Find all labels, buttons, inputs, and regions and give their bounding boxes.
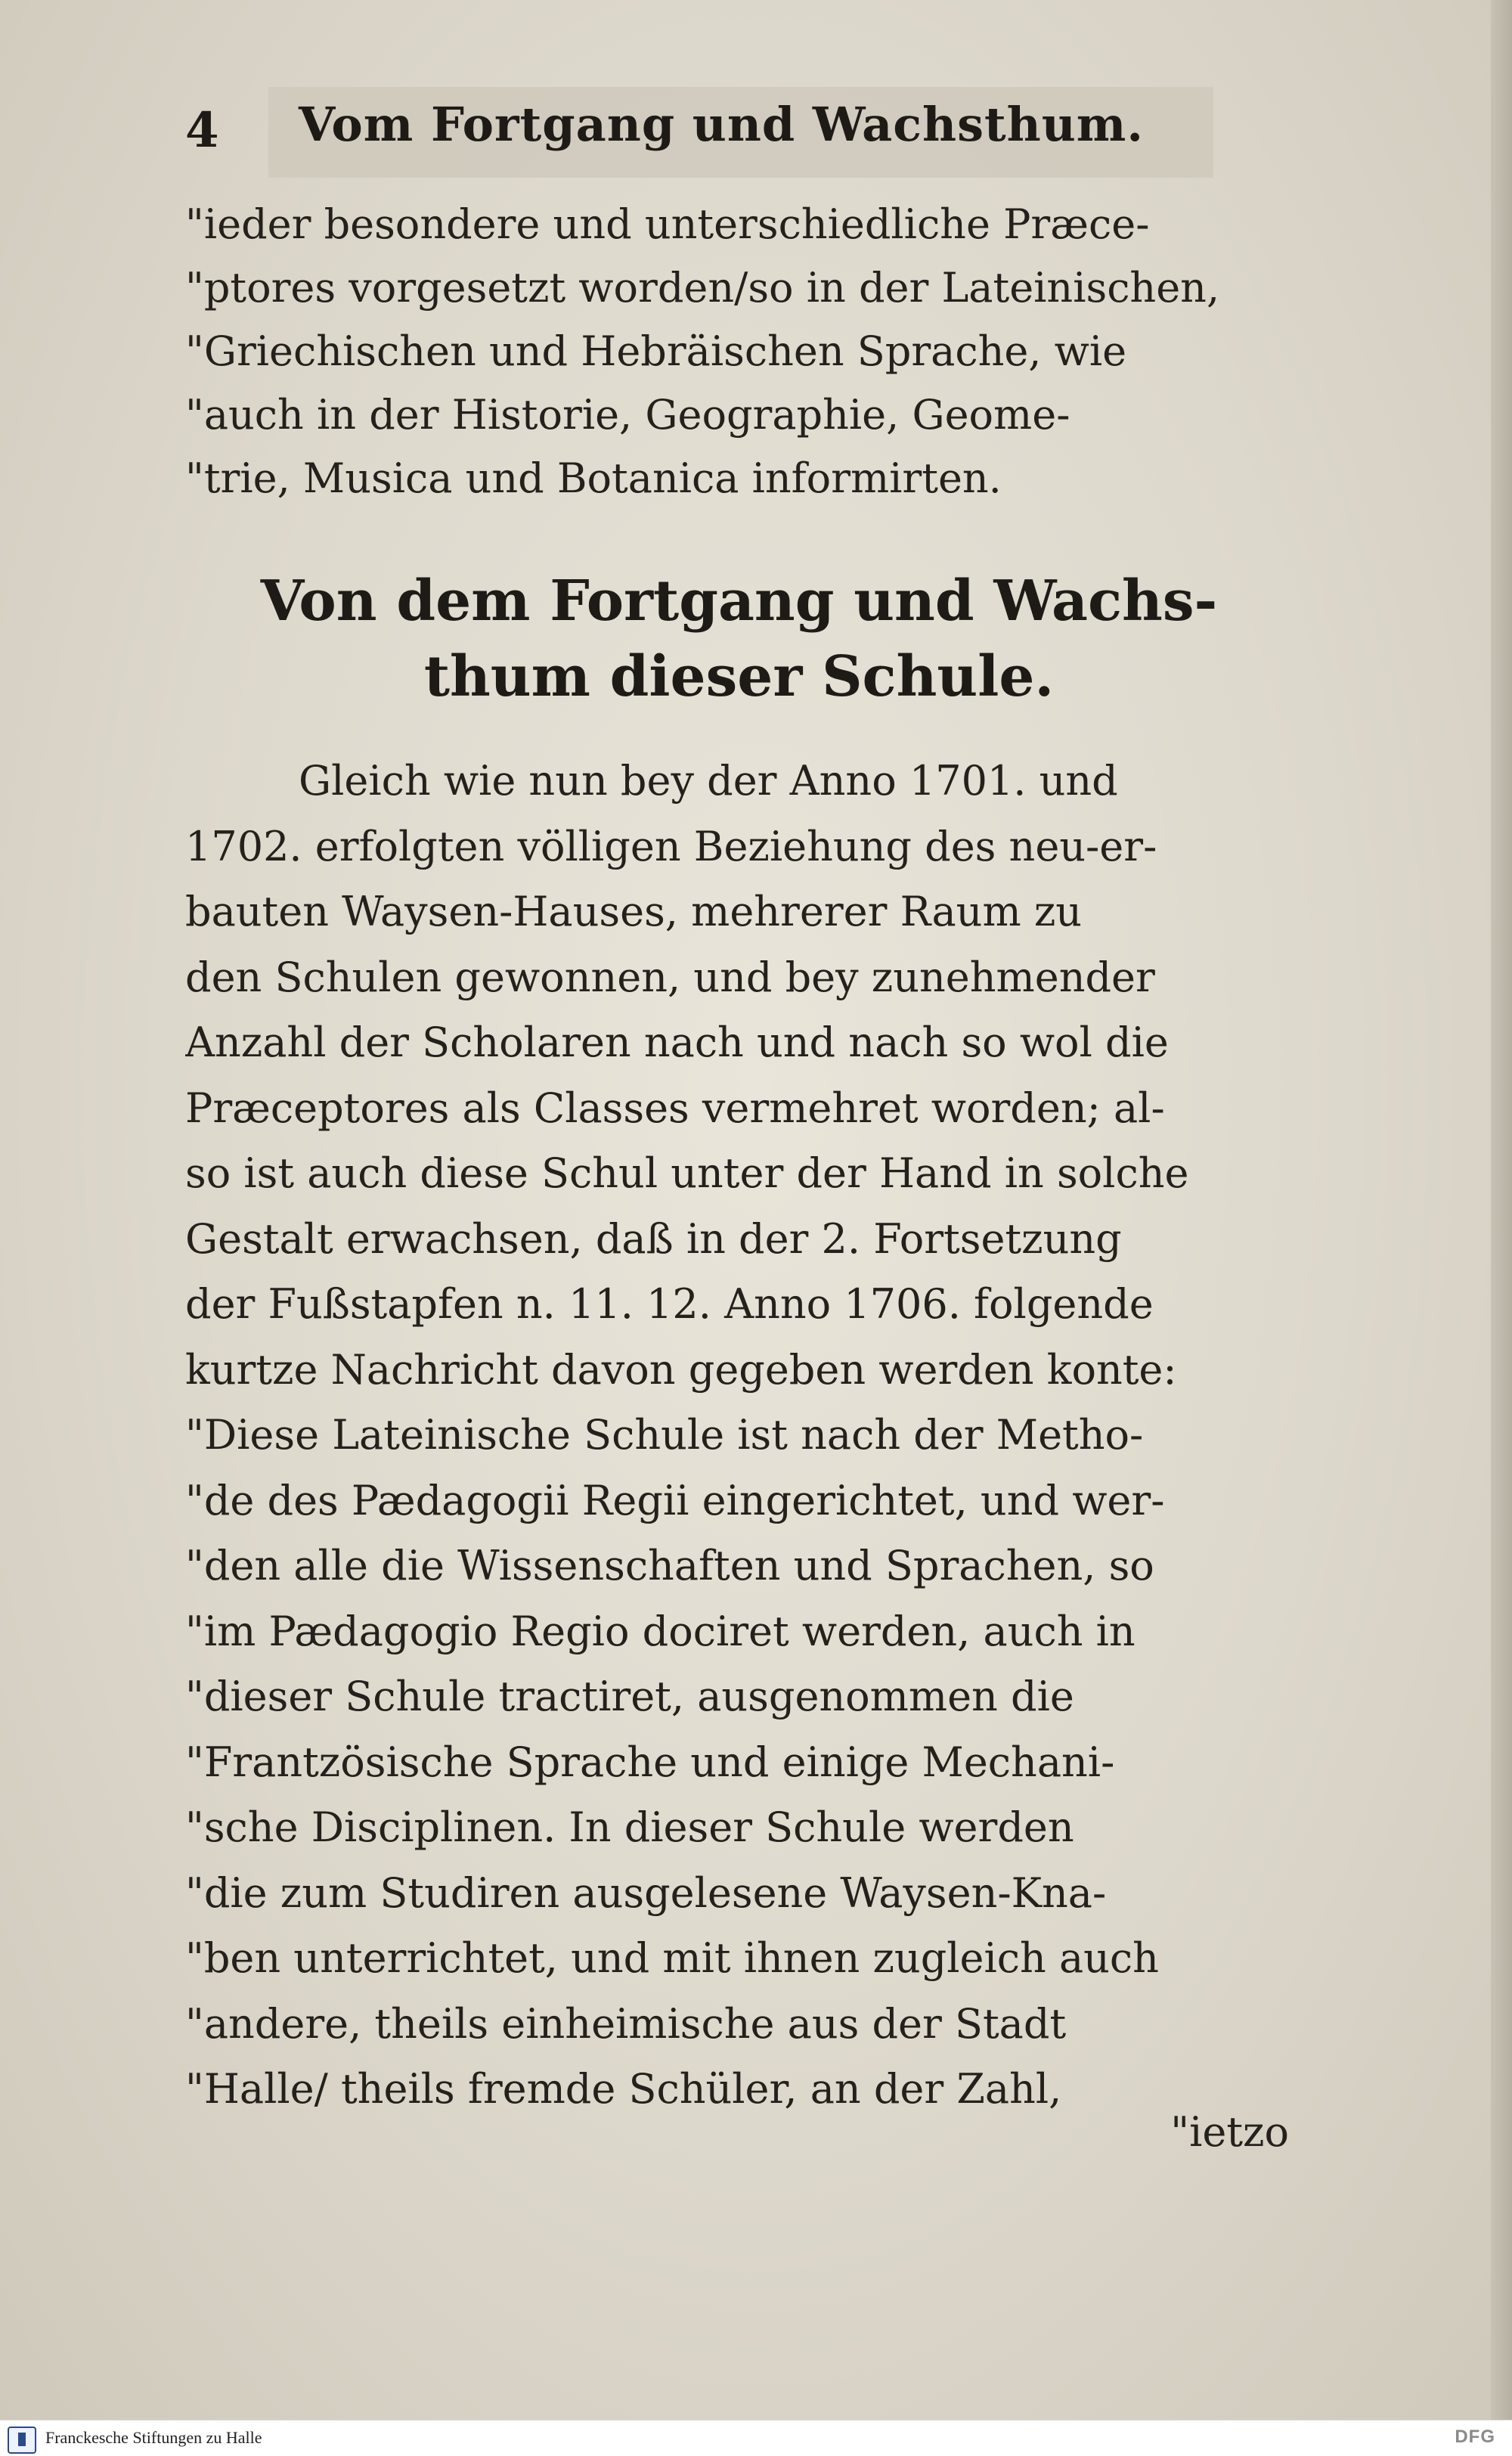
text-line: Gestalt erwachsen, daß in der 2. Fortsetzung — [185, 1214, 1122, 1263]
institution-name[interactable]: Franckesche Stiftungen zu Halle — [45, 2428, 262, 2447]
text-line: der Fußstapfen n. 11. 12. Anno 1706. folgende — [185, 1280, 1154, 1328]
text-line: kurtze Nachricht davon gegeben werden konte: — [185, 1345, 1177, 1394]
heading-line: thum dieser Schule. — [423, 644, 1055, 709]
institution-logo-icon[interactable] — [8, 2427, 36, 2454]
text-line: "de des Pædagogii Regii eingerichtet, und wer- — [185, 1476, 1165, 1524]
funder-logo[interactable]: DFG — [1455, 2427, 1495, 2447]
text-line: Gleich wie nun bey der Anno 1701. und — [299, 757, 1118, 805]
text-line: "Halle/ theils fremde Schüler, an der Zahl, — [185, 2065, 1062, 2113]
text-line: "ben unterrichtet, und mit ihnen zugleich auch — [185, 1934, 1159, 1982]
text-line: 1702. erfolgten völligen Beziehung des neu-er- — [185, 822, 1157, 870]
section-heading — [185, 563, 1293, 715]
text-line: "die zum Studiren ausgelesene Waysen-Kna- — [185, 1868, 1107, 1917]
text-line: Præceptores als Classes vermehret worden; al- — [185, 1084, 1165, 1132]
text-line: "trie, Musica und Botanica informirten. — [185, 454, 1002, 502]
heading-line: Von dem Fortgang und Wachs- — [260, 569, 1218, 634]
text-line: "Griechischen und Hebräischen Sprache, wie — [185, 327, 1127, 375]
text-line: "ptores vorgesetzt worden/so in der Lateinischen, — [185, 264, 1220, 312]
text-line: "den alle die Wissenschaften und Sprachen, so — [185, 1542, 1154, 1589]
text-line: den Schulen gewonnen, und bey zunehmender — [185, 953, 1155, 1001]
text-line: "auch in der Historie, Geographie, Geome- — [185, 391, 1070, 439]
text-line: "Diese Lateinische Schule ist nach der Metho- — [185, 1411, 1144, 1459]
text-line: bauten Waysen-Hauses, mehrerer Raum zu — [185, 888, 1083, 935]
page-number: 4 — [185, 102, 219, 159]
main-paragraph — [185, 749, 1293, 2123]
text-line: "andere, theils einheimische aus der Stadt — [185, 1999, 1067, 2048]
intro-paragraph — [185, 193, 1293, 510]
text-line: "dieser Schule tractiret, ausgenommen die — [185, 1673, 1074, 1720]
text-line: "Frantzösische Sprache und einige Mechani- — [185, 1738, 1115, 1786]
running-head: Vom Fortgang und Wachsthum. — [299, 97, 1144, 152]
viewer-footer — [0, 2420, 1512, 2456]
text-line: "sche Disciplinen. In dieser Schule werden — [185, 1803, 1074, 1851]
text-line: "im Pædagogio Regio dociret werden, auch in — [185, 1607, 1136, 1655]
page-edge — [1491, 0, 1512, 2420]
text-line: Anzahl der Scholaren nach und nach so wol die — [185, 1019, 1169, 1066]
catchword: "ietzo — [1170, 2108, 1289, 2156]
text-line: "ieder besondere und unterschiedliche Præce- — [185, 200, 1150, 248]
text-line: so ist auch diese Schul unter der Hand in solche — [185, 1149, 1189, 1197]
